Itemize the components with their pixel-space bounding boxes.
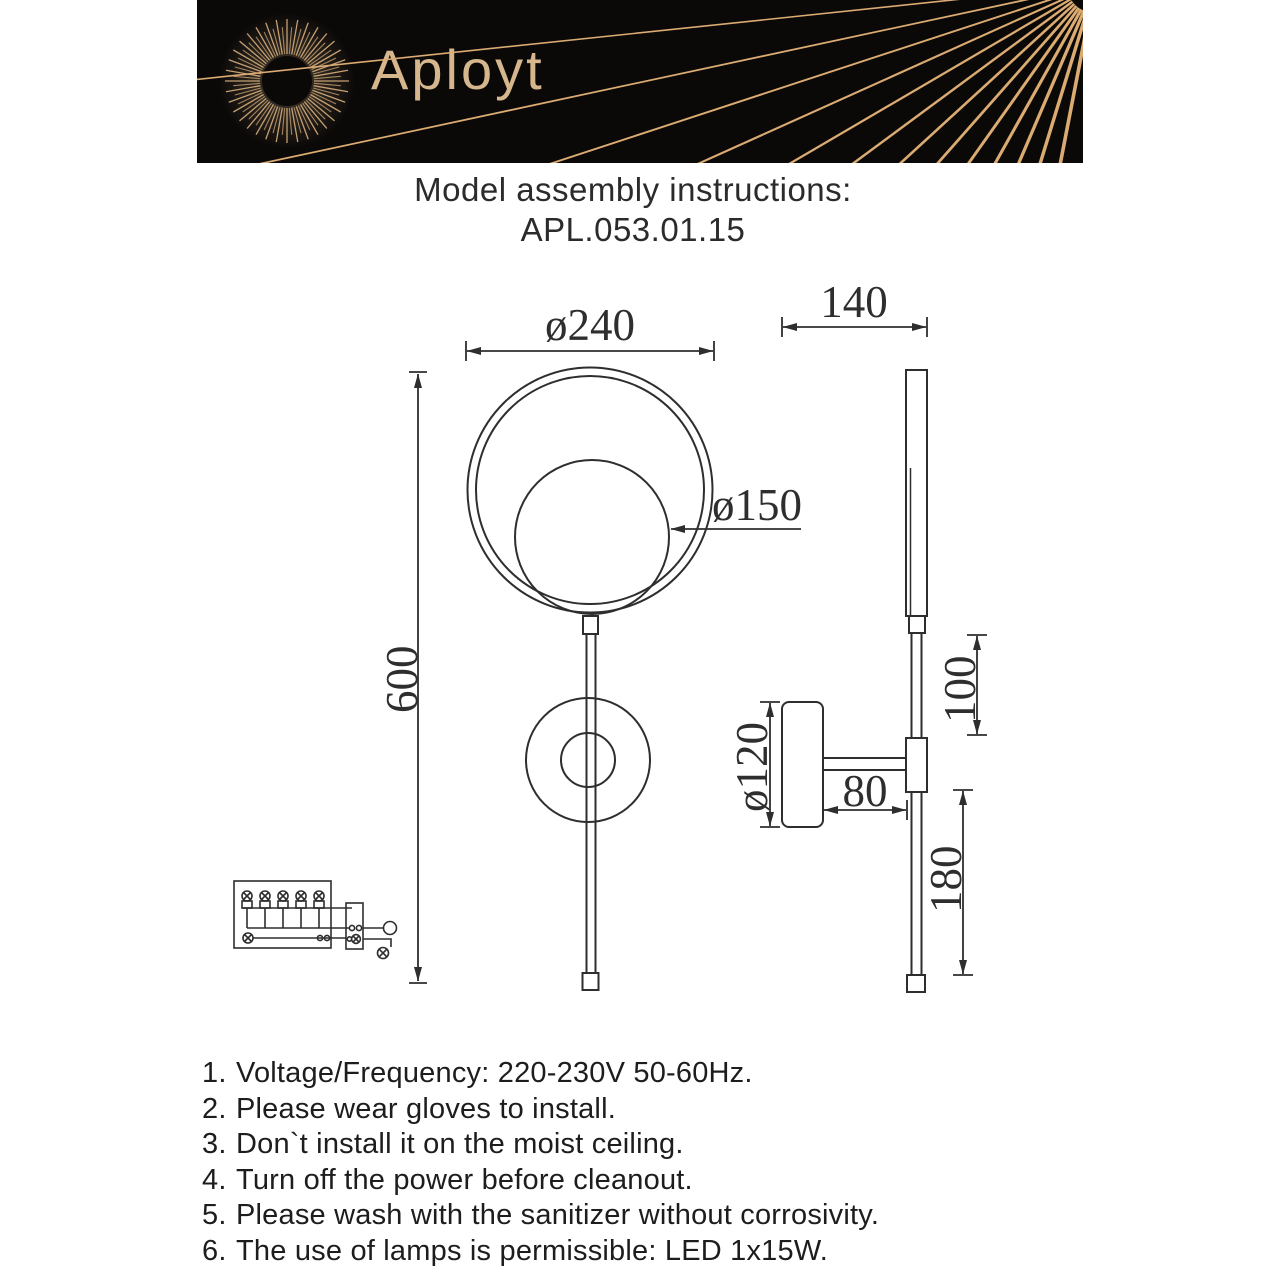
instruction-item [202, 1234, 879, 1270]
item-number: 6. [202, 1234, 227, 1267]
item-text: The use of lamps is permissible: LED 1x15W. [236, 1234, 829, 1267]
item-text: Please wash with the sanitizer without corrosivity. [236, 1199, 880, 1231]
lamp-symbols [242, 891, 324, 908]
item-number: 3. [202, 1128, 227, 1160]
connector-circle [384, 922, 397, 935]
item-text: Turn off the power before cleanout. [236, 1163, 693, 1196]
lamp-sphere [515, 460, 669, 614]
item-number: 2. [202, 1092, 227, 1125]
terminal-lamp-symbol [352, 935, 361, 944]
item-number: 1. [202, 1057, 227, 1089]
wall-disc-inner [561, 733, 615, 787]
instruction-item [202, 1092, 879, 1128]
instruction-item [202, 1056, 879, 1092]
lamp-symbol-output [378, 948, 389, 959]
item-number: 4. [202, 1163, 227, 1196]
dim-label-height: 600 [377, 645, 427, 713]
dim-label-arm: 80 [842, 766, 888, 816]
instruction-item [202, 1127, 879, 1163]
model-number: APL.053.01.15 [520, 211, 746, 248]
item-text: Please wear gloves to install. [236, 1092, 616, 1125]
side-rod-step [909, 616, 925, 633]
dim-label-plate: ø120 [727, 722, 777, 812]
dim-label-top-offset: 100 [935, 655, 985, 723]
dim-label-sphere: ø150 [712, 480, 802, 530]
item-text: Voltage/Frequency: 220-230V 50-60Hz. [236, 1057, 753, 1089]
brand-name: Aployt [371, 38, 545, 101]
dimension-labels [377, 277, 985, 913]
lamp-symbol-bottom [243, 933, 253, 943]
lamp-ring-inner [476, 376, 704, 604]
dim-label-width: ø240 [545, 300, 635, 350]
instruction-item [202, 1163, 879, 1199]
side-rod-top [906, 370, 927, 616]
lamp-ring-outer [468, 368, 713, 613]
dim-label-depth: 140 [820, 277, 888, 327]
wall-disc-outer [526, 698, 650, 822]
title-line1: Model assembly instructions: [414, 171, 852, 208]
front-view-drawing [409, 341, 801, 990]
side-rod-junction [906, 738, 927, 792]
wall-plate [782, 702, 823, 827]
rod-bottom-cap [583, 973, 599, 990]
instructions-list [202, 1056, 879, 1269]
item-text: Don`t install it on the moist ceiling. [236, 1128, 684, 1160]
wiring-diagram [234, 881, 397, 959]
instruction-item [202, 1198, 879, 1234]
side-rod-bottom-cap [907, 975, 925, 992]
dim-label-bottom-offset: 180 [921, 845, 971, 913]
ring-connector [583, 616, 598, 634]
item-number: 5. [202, 1199, 227, 1231]
